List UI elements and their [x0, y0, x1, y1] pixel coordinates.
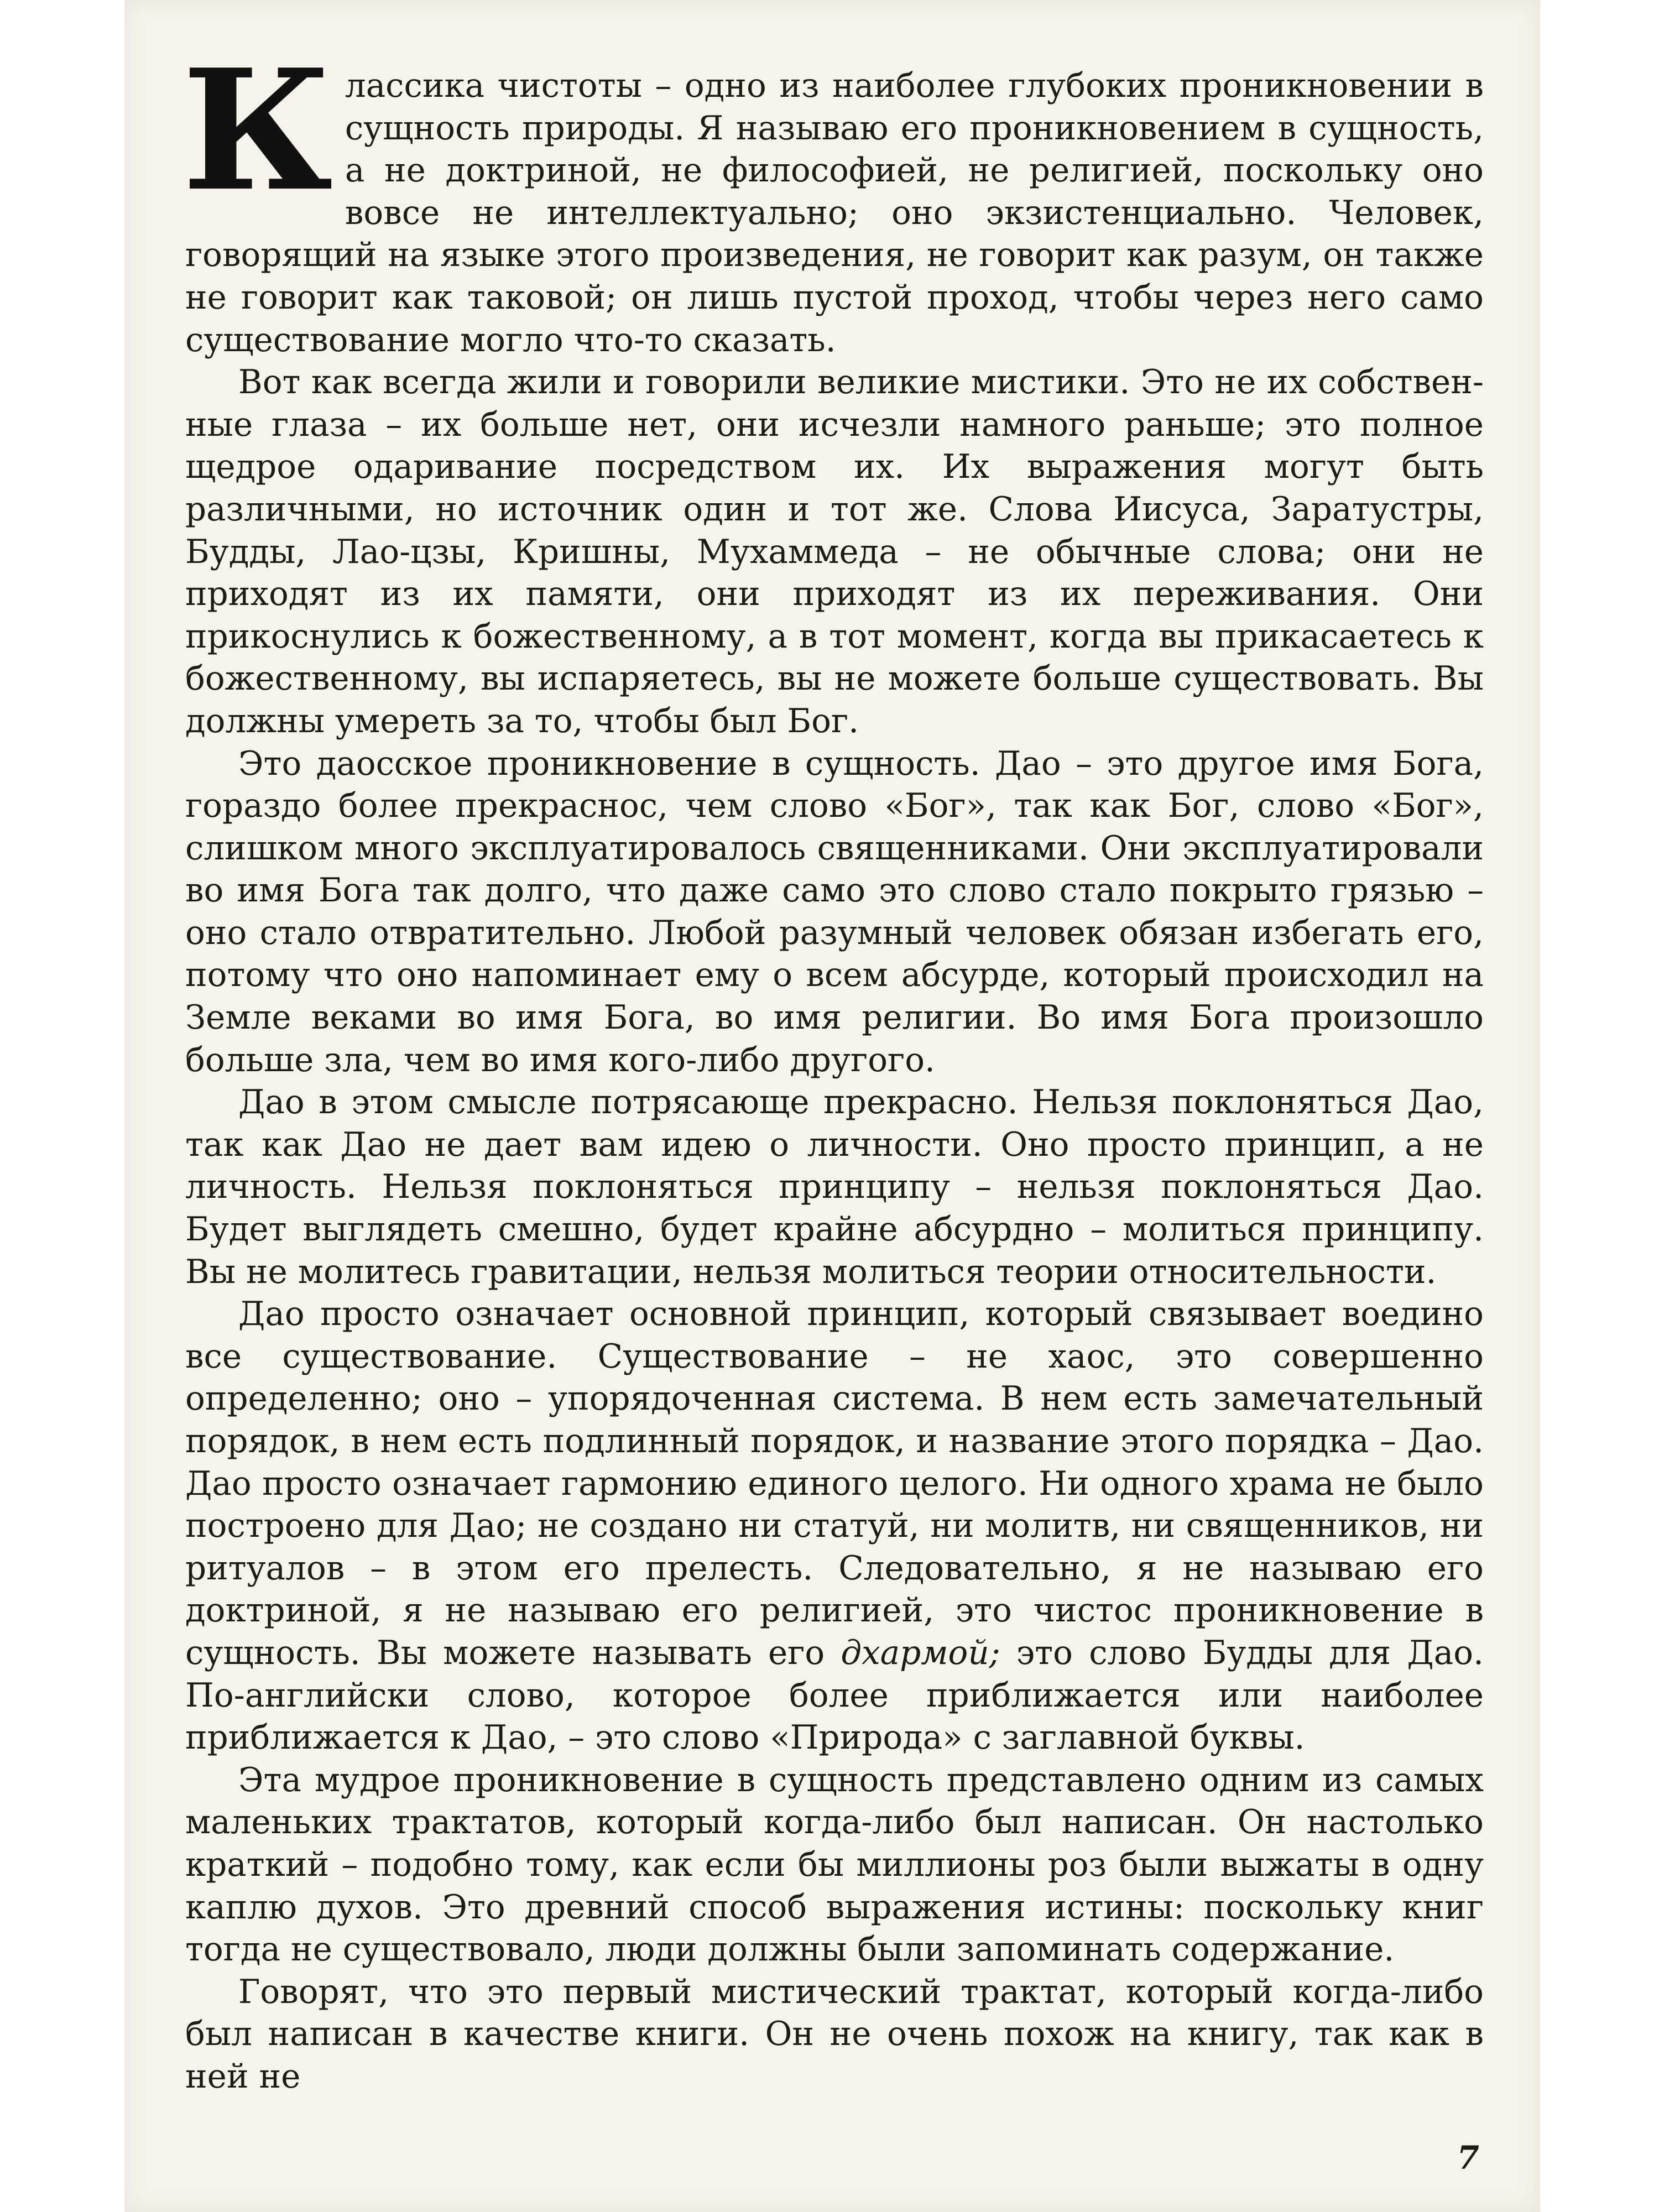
paragraph-1 — [182, 33, 1484, 362]
paragraph-5-text: Дао просто означает основной принцип, который связывает воедино все существование. Существование – не хаос, это совершенно определенно; оно – упорядоченная система. В нем есть замечательный порядок, в нем есть подлинный порядок, и название этого порядка – Дао. Дао просто означает гармонию единого целого. Ни одного храма не было построено для Дао; не создано ни статуй, ни молитв, ни священников, ни ритуалов – в этом его прелесть. Следовательно, я не называю его доктриной, я не называю его религией, это чистос проникновение в сущность. Вы можете называть его — [185, 1295, 1484, 1672]
paragraph-5 — [185, 1293, 1484, 1760]
paragraph-1-text: лассика чистоты – одно из наиболее глубоких проникновении в сущность природы. Я называю его проникновением в сущность, а не доктриной, не философией, не религией, поскольку оно вовсе не интеллектуально; оно экзистенциально. Человек, говорящий на языке этого произведения, не говорит как разум, он также не говорит как таковой; он лишь пустой проход, чтобы через него само существование могло что-то сказать. — [185, 67, 1484, 359]
paragraph-4: Дао в этом смысле потрясающе прекрасно. Нельзя поклоняться Дао, так как Дао не дает вам идею о личности. Оно просто принцип, а не личность. Нельзя поклоняться принципу – нельзя поклоняться Дао. Будет выглядеть смешно, будет крайне абсурдно – молиться принципу. Вы не молитесь гравитации, нельзя молиться теории относительности. — [185, 1083, 1484, 1291]
drop-cap: К — [182, 33, 333, 228]
paragraph-3: Это даосское проникновение в сущность. Дао – это другое имя Бога, гораздо более прекраснос, чем слово «Бог», так как Бог, слово «Бог», слишком много эксплуатировалось священниками. Они эксплуатировали во имя Бога так долго, что даже само это слово стало покрыто грязью – оно стало отвратительно. Любой разумный человек обязан избегать его, потому что оно напоминает ему о всем абсурде, который происходил на Земле веками во имя Бога, во имя религии. Во имя Бога произошло больше зла, чем во имя кого-либо другого. — [185, 744, 1484, 1079]
paragraph-7: Говорят, что это первый мистический трактат, который когда-либо был написан в качестве книги. Он не очень похож на книгу, так как в ней не — [185, 1973, 1484, 2096]
paragraph-5-tail: это слово Будды для Дао. По-английски слово, которое более приближается или наиболее приближается к Дао, – это слово «Природа» с заглавной буквы. — [185, 1634, 1484, 1757]
paragraph-5-italic: дхармой; — [841, 1634, 1000, 1672]
page-body — [182, 33, 1484, 2099]
page-number: 7 — [1457, 2139, 1479, 2177]
book-page — [124, 0, 1540, 2212]
paragraph-6: Эта мудрое проникновение в сущность представлено одним из самых маленьких трактатов, который когда-либо был написан. Он настолько краткий – подобно тому, как если бы миллионы роз были выжаты в одну каплю духов. Это древний способ выражения истины: поскольку книг тогда не существовало, люди должны были запоминать содержание. — [185, 1761, 1484, 1969]
paragraph-2: Вот как всегда жили и говорили великие мистики. Это не их собственные глаза – их больше нет, они исчезли намного раньше; это полное щедрое одаривание посредством их. Их выражения могут быть различными, но источник один и тот же. Слова Иисуса, Заратустры, Будды, Лао-цзы, Кришны, Мухаммеда – не обычные слова; они не приходят из их памяти, они приходят из их переживания. Они прикоснулись к божественному, а в тот момент, когда вы прикасаетесь к божественному, вы испаряетесь, вы не можете больше существовать. Вы должны умереть за то, чтобы был Бог. — [185, 363, 1484, 740]
